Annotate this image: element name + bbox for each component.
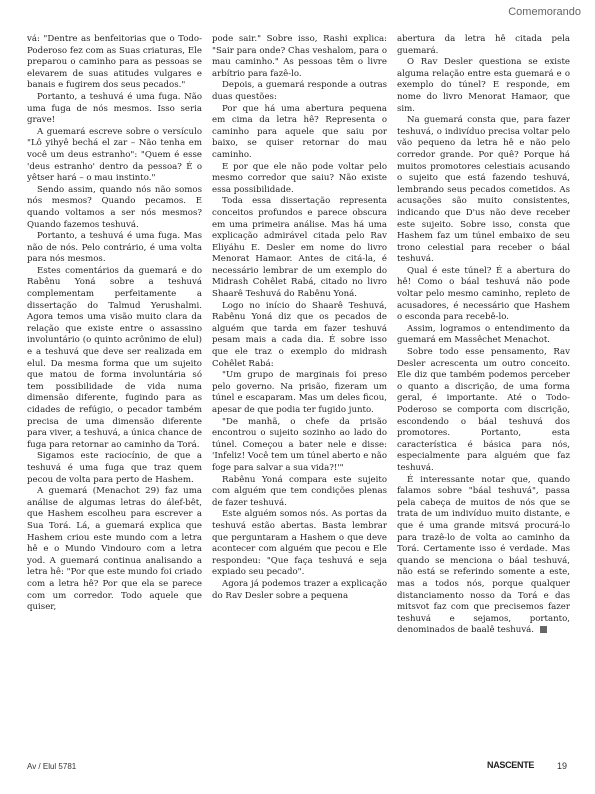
paragraph: Depois, a guemará responde a outras duas questões:: [212, 80, 387, 102]
end-of-article-icon: [540, 626, 547, 633]
paragraph: Rabênu Yoná compara este sujeito com alguém que tem condições plenas de fazer teshuvá.: [212, 474, 387, 508]
paragraph: E por que ele não pode voltar pelo mesmo corredor que saiu? Não existe essa possibilidade.: [212, 161, 387, 195]
paragraph: Este alguém somos nós. As portas da teshuvá estão abertas. Basta lembrar que perguntaram a Hashem o que deve acontecer com alguém que pecou e Ele respondeu: "Que faça teshuvá e seja expiado seu pecado".: [212, 509, 387, 578]
paragraph: Na guemará consta que, para fazer teshuvá, o indivíduo precisa voltar pelo vão pequeno da letra hê e não pelo corredor grande. Por quê? Porque há muitos promotores celestiais acusando o sujeito que está fazendo teshuvá, lembrando seus pecados cometidos. As acusações são muito consistentes, indicando que D'us não deve receber este sujeito. Sobre isso, consta que Hashem faz um túnel embaixo de seu trono celestial para receber o báal teshuvá.: [397, 115, 570, 265]
paragraph-final-text: É interessante notar que, quando falamos sobre "báal teshuvá", passa pela cabeça de muitos de nós que se trata de um indivíduo muito distante, e que é uma grande mitsvá procurá-lo para trazê-lo de volta ao caminho da Torá. Certamente isso é verdade. Mas quando se menciona o báal teshuvá, não está se referindo somente a este, mas a todos nós, porque qualquer distanciamento nosso da Torá e das mitsvot faz com que precisemos fazer teshuvá e sejamos, portanto, denominados de baalê teshuvá.: [397, 474, 570, 636]
paragraph: Logo no início do Shaarê Teshuvá, Rabênu Yoná diz que os pecados de alguém que tarda em fazer teshuvá pesam mais a cada dia. É sobre isso que ele traz o exemplo do midrash Cohêlet Rabá:: [212, 300, 387, 369]
article-column-1: [27, 34, 202, 614]
magazine-logo: NASCENTE: [487, 760, 535, 770]
paragraph: O Rav Desler questiona se existe alguma relação entre esta guemará e o exemplo do túnel? E responde, em nome do livro Menorat Hamaor, que sim.: [397, 57, 570, 114]
issue-date: Av / Elul 5781: [27, 762, 77, 771]
paragraph: Por que há uma abertura pequena em cima da letra hê? Representa o caminho para aquele que saiu por baixo, se quiser retornar do mau caminho.: [212, 103, 387, 160]
paragraph: Portanto, a teshuvá é uma fuga. Mas não de nós. Pelo contrário, é uma volta para nós mesmos.: [27, 231, 202, 265]
paragraph: Agora já podemos trazer a explicação do Rav Desler sobre a pequena: [212, 578, 387, 601]
paragraph: Sendo assim, quando nós não somos nós mesmos? Quando pecamos. E quando voltamos a ser nós mesmos? Quando fazemos teshuvá.: [27, 184, 202, 230]
paragraph: vá: "Dentre as benfeitorias que o Todo-Poderoso fez com as Suas criaturas, Ele preparou o caminho para as pessoas se elevarem de suas atitudes vulgares e banais e fugirem dos seus pecados.": [27, 34, 202, 91]
paragraph: "De manhã, o chefe da prisão encontrou o sujeito sozinho ao lado do túnel. Começou a bater nele e disse: 'Infeliz! Você tem um túnel aberto e não foge para salvar a sua vida?!'": [212, 416, 387, 473]
paragraph: A guemará escreve sobre o versículo "Lô yihyê bechá el zar – Não tenha em você um deus estranho": "Quem é esse 'deus estranho' dentro da pessoa? É o yêtser hará – o mau instinto.": [27, 126, 202, 184]
article-column-3: [397, 34, 570, 637]
paragraph: Portanto, a teshuvá é uma fuga. Não uma fuga de nós mesmos. Isso seria grave!: [27, 91, 202, 126]
paragraph: Assim, logramos o entendimento da guemará em Massêchet Menachot.: [397, 323, 570, 346]
article-column-2: [212, 34, 387, 602]
paragraph: abertura da letra hê citada pela guemará.: [397, 34, 570, 56]
section-title: Comemorando: [508, 6, 581, 18]
page-number: 19: [557, 761, 568, 771]
paragraph: A guemará (Menachot 29) faz uma análise de algumas letras do álef-bêt, que Hashem escolheu para escrever a Sua Torá. Lá, a guemará explica que Hashem criou este mundo com a letra hê e o Mundo Vindouro com a letra yod. A guemará continua analisando a letra hê: "Por que este mundo foi criado com a letra hê? Por que ela se parece com um corredor. Todo aquele que quiser,: [27, 486, 202, 613]
paragraph: Sigamos este raciocínio, de que a teshuvá é uma fuga que traz quem pecou de volta para perto de Hashem.: [27, 451, 202, 485]
paragraph: "Um grupo de marginais foi preso pelo governo. Na prisão, fizeram um túnel e escaparam. Mas um deles ficou, apesar de que podia ter fugido junto.: [212, 370, 387, 415]
paragraph: Sobre todo esse pensamento, Rav Desler acrescenta um outro conceito. Ele diz que também podemos perceber o quanto a discrição, de uma forma geral, é importante. Até o Todo-Poderoso se comporta com discrição, escondendo o báal teshuvá dos promotores. Portanto, esta característica é básica para nós, especialmente para alguém que faz teshuvá.: [397, 347, 570, 473]
paragraph: Estes comentários da guemará e do Rabênu Yoná sobre a teshuvá complementam perfeitamente a dissertação do Talmud Yerushalmi. Agora temos uma visão muito clara da relação que existe entre o assassino involuntário (o quinto acrônimo de elul) e a teshuvá que deve ser realizada em elul. Da mesma forma que um sujeito que matou de forma involuntária só tem possibilidade de vida numa dimensão diferente, fugindo para as cidades de refúgio, o pecador também precisa de uma dimensão diferente para viver, a teshuvá, a única chance de fuga para retornar ao caminho da Torá.: [27, 265, 202, 450]
paragraph: Toda essa dissertação representa conceitos profundos e parece obscura em uma primeira análise. Mas há uma explicação admirável citada pelo Rav Eliyáhu E. Desler em nome do livro Menorat Hamaor. Antes de citá-la, é necessário lembrar de um exemplo do Midrash Cohêlet Rabá, citado no livro Shaarê Teshuvá do Rabênu Yoná.: [212, 196, 387, 300]
paragraph: Qual é este túnel? É a abertura do hê! Como o báal teshuvá não pode voltar pelo mesmo caminho, repleto de acusadores, é necessário que Hashem o esconda para recebê-lo.: [397, 265, 570, 323]
paragraph: pode sair." Sobre isso, Rashi explica: "Sair para onde? Chas veshalom, para o mau caminho." As pessoas têm o livre arbítrio para fazê-lo.: [212, 34, 387, 79]
paragraph-final: [397, 475, 570, 637]
